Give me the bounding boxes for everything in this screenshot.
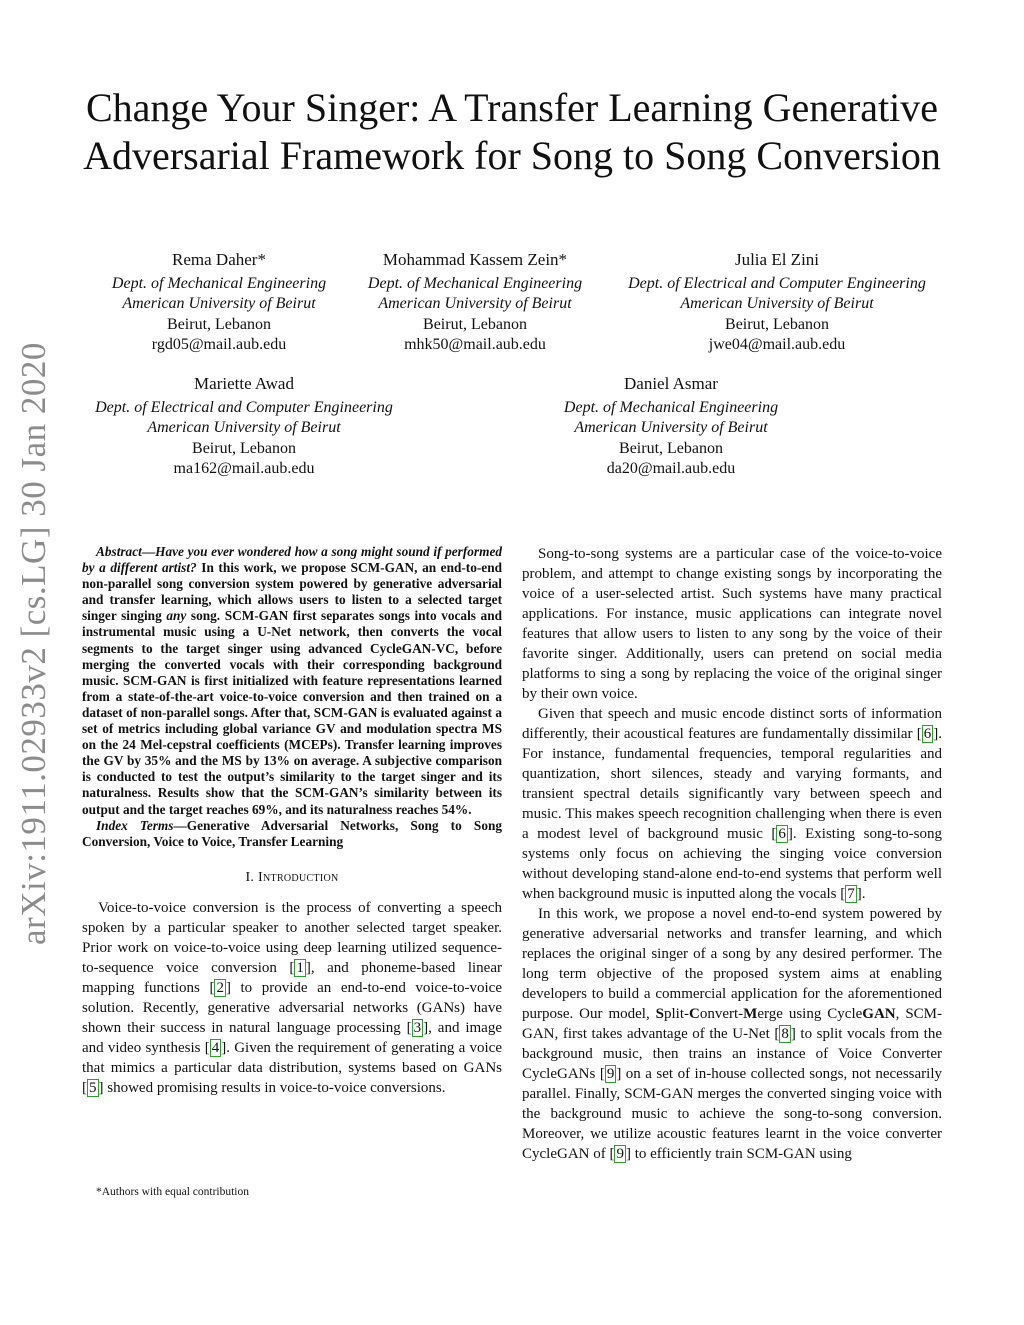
citation-link[interactable]: 4 (211, 1039, 220, 1056)
text-span: onvert- (699, 1006, 744, 1022)
abstract: Abstract—Have you ever wondered how a song might sound if performed by a different artist? In this work, we propose SCM-GAN, an end-to-end non-parallel song conversion system powered by generative adversarial and transfer learning, which allows users to listen to a selected target singer singing any song. SCM-GAN first separates songs into vocals and instrumental music using a U-Net network, then converts the vocal segments to the target singer using advanced CycleGAN-VC, before merging the converted vocals with their corresponding background music. SCM-GAN is first initialized with feature representations learned from a state-of-the-art voice-to-voice conversion and then trained on a dataset of non-parallel songs. After that, SCM-GAN is evaluated against a set of metrics including global variance GV and modulation spectra MS on the 24 Mel-cepstral coefficients (MCEPs). Transfer learning improves the GV by 35% and the MS by 13% on average. A subjective comparison is conducted to test the output’s similarity to the target singer and its naturalness. Results show that the SCM-GAN’s similarity between its output and the target reaches 69%, and its naturalness reaches 54%. (82, 544, 503, 817)
abstract-emphasis: any (166, 608, 187, 624)
citation-link[interactable]: 6 (923, 726, 932, 742)
text-span: , and phoneme-based linear mapping functions (82, 959, 502, 996)
citation-link[interactable]: 8 (781, 1026, 789, 1042)
text-span: plit- (664, 1006, 689, 1022)
author-name: Rema Daher* (172, 250, 266, 269)
author-university: American University of Beirut (147, 419, 341, 436)
intro-paragraph-1: Voice-to-voice conversion is the process of converting a speech spoken by a particular speaker to another selected target speaker. Prior work on voice-to-voice using deep learning utilized sequence-to-sequence voice conversion [ 1 ], and phoneme-based linear mapping functions [ 2 ] to provide an end-to-end voice-to-voice solution. Recently, generative adversarial networks (GANs) have shown their success in natural language processing [ 3 ], and image and video synthesis [ 4 ]. Given the requirement of generating a voice that mimics a particular data distribution, systems based on GANs [ 5 ] showed promising results in voice-to-voice conversions. (82, 899, 503, 1096)
section-heading (82, 868, 502, 888)
author-dept: Dept. of Mechanical Engineering (367, 274, 583, 292)
abstract-body-2: song. SCM-GAN first separates songs into vocals and instrumental music using a U-Net network, then converts the vocal segments to the target singer using advanced CycleGAN-VC, before merging the converted vocals with their corresponding background music. SCM-GAN is first initialized with feature representations learned from a state-of-the-art voice-to-voice conversion and then trained on a dataset of non-parallel songs. After that, SCM-GAN is evaluated against a set of metrics including global variance GV and modulation spectra MS on the 24 Mel-cepstral coefficients (MCEPs). Transfer learning improves the GV by 35% and the MS by 13% on average. A subjective comparison is conducted to test the output’s similarity to the target singer and its naturalness. Results show that the SCM-GAN’s similarity between its output and the target reaches 69%, and its naturalness reaches 54%. (82, 608, 502, 817)
author-location: Beirut, Lebanon (725, 315, 829, 333)
text-span: to provide an end-to-end voice-to-voice solution. Recently, generative adversarial networks (GANs) have shown their success in natural language processing (82, 979, 502, 1036)
text-span: S (655, 1006, 664, 1022)
author-university: American University of Beirut (574, 419, 768, 436)
section-title: Introduction (258, 869, 339, 885)
author-name: Julia El Zini (734, 250, 820, 269)
text-span: . For instance, fundamental frequencies, temporal regularities and quantization, short silences, steady and varying formants, and transient spectral details significantly vary between speech and music. This makes speech recognition challenging when there is even a modest level of background music (522, 726, 942, 842)
body-paragraph-1: Song-to-song systems are a particular case of the voice-to-voice problem, and attempt to change existing songs by incorporating the voice of a user-selected artist. Such systems have many practical applications. For instance, music applications can integrate novel features that allow users to listen to any song by the voice of their favorite singer. Additionally, users can pretend on social media platforms to sing a song by replacing the voice of the original singer by their own voice. (522, 546, 942, 702)
text-span: . (861, 886, 866, 902)
author-email[interactable]: da20@mail.aub.edu (606, 460, 736, 477)
footnote: *Authors with equal contribution (96, 1186, 249, 1198)
author-dept: Dept. of Electrical and Computer Engineering (628, 274, 926, 292)
author-email[interactable]: mhk50@mail.aub.edu (404, 336, 546, 353)
body-paragraph-3: In this work, we propose a novel end-to-end system powered by generative adversarial networks and transfer learning, and which replaces the original singer of a song by any desired performer. The long term objective of the proposed system aims at enabling developers to build a commercial application for the aforementioned purpose. Our model, Split-Convert-Merge using CycleGAN, SCM-GAN, first takes advantage of the U-Net [ 8 ] to split vocals from the background music, then trains an instance of Voice Converter CycleGANs [ 9 ] on a set of in-house collected songs, not necessarily parallel. Finally, SCM-GAN merges the converted singing voice with the background music to achieve the song-to-song conversion. Moreover, we utilize acoustic features learnt in the voice converter CycleGAN of [ 9 ] to efficiently train SCM-GAN using (522, 906, 942, 1162)
author-dept: Dept. of Electrical and Computer Engineering (95, 398, 393, 416)
author-email[interactable]: rgd05@mail.aub.edu (151, 336, 287, 353)
citation-link[interactable]: 2 (216, 979, 224, 996)
text-span: . Existing song-to-song systems only focus on achieving the singing voice conversion without developing stand-alone end-to-end systems that perform well when background music is inputted along the vocals (522, 826, 942, 902)
citation-link[interactable]: 3 (413, 1019, 422, 1036)
author-block-1 (106, 250, 332, 356)
text-span: In this work, we propose a novel end-to-end system powered by generative adversarial networks and transfer learning, and which replaces the original singer of a song by any desired performer. The long term objective of the proposed system aims at enabling developers to build a commercial application for the aforementioned purpose. Our model, (522, 906, 942, 1022)
author-university: American University of Beirut (378, 295, 572, 312)
text-span: C (689, 1006, 700, 1022)
abstract-label: Abstract (96, 544, 142, 559)
author-block-2 (361, 250, 589, 356)
right-column (522, 544, 942, 1164)
author-block-4 (84, 374, 404, 480)
author-location: Beirut, Lebanon (192, 439, 296, 457)
text-span: , SCM-GAN, first takes advantage of the U-Net (522, 1006, 942, 1042)
author-dept: Dept. of Mechanical Engineering (111, 274, 327, 292)
citation-link[interactable]: 5 (89, 1079, 97, 1096)
text-span: on a set of in-house collected songs, not necessarily parallel. Finally, SCM-GAN merges the converted singing voice with the background music to achieve the song-to-song conversion. Moreover, we utilize acoustic features learnt in the voice converter CycleGAN of (522, 1066, 942, 1162)
text-span: erge using Cycle (757, 1006, 863, 1022)
author-location: Beirut, Lebanon (423, 315, 527, 333)
text-span: M (743, 1006, 758, 1022)
index-terms-text: Generative Adversarial Networks, Song to Song Conversion, Voice to Voice, Transfer Learning (82, 817, 503, 849)
citation-link[interactable]: 7 (847, 886, 855, 902)
index-terms-label: Index Terms (96, 817, 174, 833)
index-terms: Index Terms—Generative Adversarial Networks, Song to Song Conversion, Voice to Voice, Transfer Learning (82, 817, 503, 849)
text-span: GAN (862, 1006, 896, 1022)
author-university: American University of Beirut (122, 295, 316, 312)
text-span: , and image and video synthesis (82, 1019, 503, 1056)
paper-title: Change Your Singer: A Transfer Learning Generative Adversarial Framework for Song to Song Conversion (83, 85, 941, 178)
author-location: Beirut, Lebanon (167, 315, 271, 333)
author-dept: Dept. of Mechanical Engineering (563, 398, 779, 416)
author-block-5 (557, 374, 785, 480)
body-paragraph-2: Given that speech and music encode distinct sorts of information differently, their acoustical features are fundamentally dissimilar [ 6 ]. For instance, fundamental frequencies, temporal regularities and quantization, short silences, steady and varying formants, and transient spectral details significantly vary between speech and music. This makes speech recognition challenging when there is even a modest level of background music [ 6 ]. Existing song-to-song systems only focus on achieving the singing voice conversion without developing stand-alone end-to-end systems that perform well when background music is inputted along the vocals [ 7 ]. (522, 706, 942, 902)
citation-link[interactable]: 9 (606, 1066, 615, 1082)
left-column (82, 544, 502, 1098)
text-span: Given that speech and music encode distinct sorts of information differently, their acoustical features are fundamentally dissimilar (522, 706, 942, 742)
text-span: to split vocals from the background music, then trains an instance of Voice Converter CycleGANs (522, 1026, 942, 1082)
text-span: Voice-to-voice conversion is the process of converting a speech spoken by a particular speaker to another selected target speaker. Prior work on voice-to-voice using deep learning utilized sequence-to-sequence voice conversion (82, 899, 502, 976)
citation-link[interactable]: 6 (778, 826, 786, 842)
section-number: I. (245, 869, 255, 885)
author-block-3 (617, 250, 937, 356)
author-email[interactable]: ma162@mail.aub.edu (173, 460, 315, 477)
author-name: Mariette Awad (194, 374, 294, 393)
author-name: Daniel Asmar (624, 374, 718, 393)
abstract-body-1: In this work, we propose SCM-GAN, an end-to-end non-parallel song conversion system powered by generative adversarial and transfer learning, which allows users to listen to a selected target singer singing (82, 560, 503, 624)
text-span: . Given the requirement of generating a voice that mimics a particular data distribution, systems based on GANs (82, 1039, 502, 1076)
abstract-question: Have you ever wondered how a song might sound if performed by a different artist? (82, 544, 502, 576)
text-span: to efficiently train SCM-GAN using (630, 1146, 852, 1162)
author-email[interactable]: jwe04@mail.aub.edu (708, 336, 846, 353)
author-location: Beirut, Lebanon (619, 439, 723, 457)
author-name: Mohammad Kassem Zein* (382, 250, 568, 269)
text-span: showed promising results in voice-to-voice conversions. (103, 1079, 446, 1096)
citation-link[interactable]: 9 (616, 1146, 624, 1162)
author-university: American University of Beirut (680, 295, 874, 312)
arxiv-identifier: arXiv:1911.02933v2 [cs.LG] 30 Jan 2020 (14, 342, 53, 945)
citation-link[interactable]: 1 (296, 959, 304, 976)
